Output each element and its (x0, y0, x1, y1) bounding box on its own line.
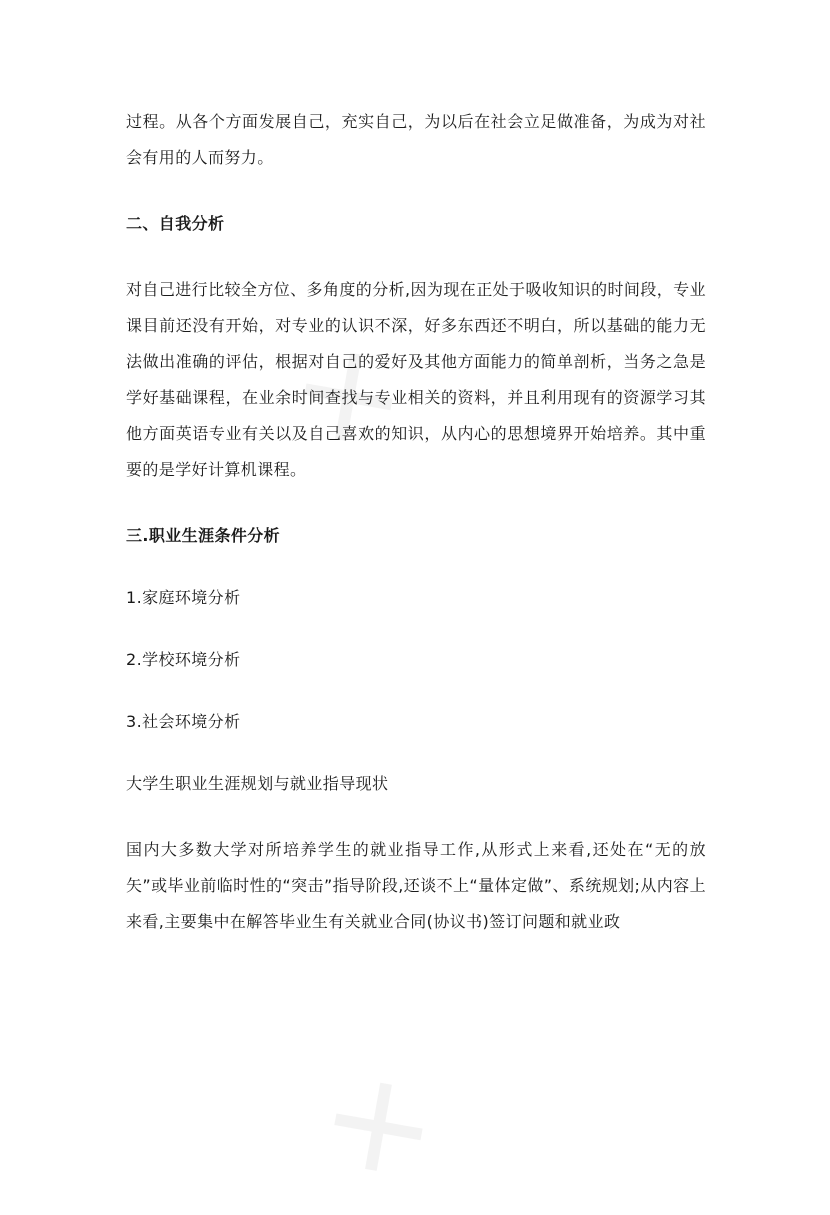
subtitle-status: 大学生职业生涯规划与就业指导现状 (126, 774, 389, 793)
list-item-family: 1.家庭环境分析 (126, 588, 241, 607)
watermark: ✕ (299, 1043, 462, 1215)
paragraph-intro: 过程。从各个方面发展自己，充实自己，为以后在社会立足做准备，为成为对社会有用的人而努力。 (126, 112, 706, 167)
list-item-society: 3.社会环境分析 (126, 712, 241, 731)
list-item-school: 2.学校环境分析 (126, 650, 241, 669)
heading-self-analysis: 二、自我分析 (126, 214, 225, 233)
document-body (126, 104, 706, 940)
heading-career-conditions: 三.职业生涯条件分析 (126, 526, 281, 545)
paragraph-self-analysis: 对自己进行比较全方位、多角度的分析,因为现在正处于吸收知识的时间段，专业课目前还没有开始，对专业的认识不深，好多东西还不明白，所以基础的能力无法做出准确的评估，根据对自己的爱好及其他方面能力的简单剖析，当务之急是学好基础课程，在业余时间查找与专业相关的资料，并且利用现有的资源学习其他方面英语专业有关以及自己喜欢的知识，从内心的思想境界开始培养。其中重要的是学好计算机课程。 (126, 280, 706, 479)
watermark: ✕ (269, 313, 432, 486)
paragraph-status: 国内大多数大学对所培养学生的就业指导工作,从形式上来看,还处在“无的放矢”或毕业前临时性的“突击”指导阶段,还谈不上“量体定做”、系统规划;从内容上来看,主要集中在解答毕业生有关就业合同(协议书)签订问题和就业政 (126, 840, 706, 931)
